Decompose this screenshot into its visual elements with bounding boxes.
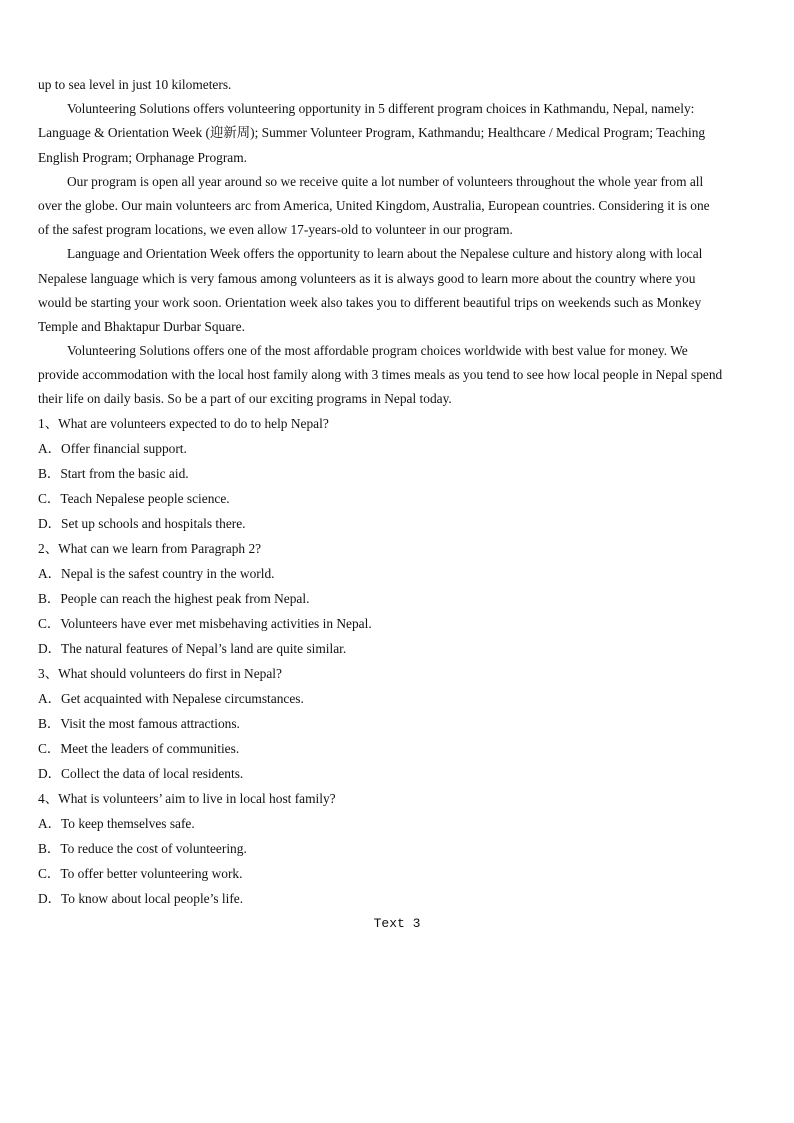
answer-option: B．People can reach the highest peak from Nepal. [38,591,310,607]
answer-option: C．Volunteers have ever met misbehaving activities in Nepal. [38,616,372,632]
paragraph-line: Language & Orientation Week (迎新周); Summer Volunteer Program, Kathmandu; Healthcare / Medical Program; Teaching [38,125,706,141]
paragraph-line: Our program is open all year around so we receive quite a lot number of volunteers throughout the whole year from all [67,173,704,189]
answer-option: C．To offer better volunteering work. [38,866,243,882]
section-heading: Text 3 [373,916,421,931]
paragraph-line: up to sea level in just 10 kilometers. [38,77,232,92]
answer-option: A．Offer financial support. [38,441,187,457]
question-1 [38,414,758,539]
paragraph-line: of the safest program locations, we even allow 17-years-old to volunteer in our program. [38,222,513,238]
paragraph-line: Volunteering Solutions offers volunteering opportunity in 5 different program choices in Kathmandu, Nepal, namely: [67,101,695,117]
question-3 [38,664,758,789]
paragraph-line: would be starting your work soon. Orientation week also takes you to different beautiful trips on weekends such as Monkey [38,294,702,310]
question-stem: 3、What should volunteers do first in Nepal? [38,666,282,682]
answer-option: D．To know about local people’s life. [38,891,244,907]
question-stem: 2、What can we learn from Paragraph 2? [38,541,262,557]
answer-option: D．Set up schools and hospitals there. [38,516,246,532]
paragraph-line: Nepalese language which is very famous among volunteers as it is always good to learn more about the country where you [38,270,696,286]
answer-option: B．Visit the most famous attractions. [38,716,240,732]
document-body [38,75,758,914]
paragraph-line: over the globe. Our main volunteers arc from America, United Kingdom, Australia, European countries. Considering it is one [38,197,710,213]
question-4 [38,789,758,914]
question-stem: 4、What is volunteers’ aim to live in local host family? [38,791,336,807]
paragraph-line: English Program; Orphanage Program. [38,149,247,165]
paragraph-line: Language and Orientation Week offers the opportunity to learn about the Nepalese culture and history along with local [67,246,703,262]
answer-option: A．Get acquainted with Nepalese circumstances. [38,691,304,707]
paragraph-line: Temple and Bhaktapur Durbar Square. [38,318,245,334]
answer-option: B．To reduce the cost of volunteering. [38,841,247,857]
answer-option: D．The natural features of Nepal’s land are quite similar. [38,641,347,657]
question-stem: 1、What are volunteers expected to do to help Nepal? [38,416,329,432]
passage [38,75,758,414]
paragraph-line: their life on daily basis. So be a part of our exciting programs in Nepal today. [38,391,452,407]
paragraph-line: Volunteering Solutions offers one of the most affordable program choices worldwide with best value for money. We [67,343,688,359]
answer-option: B．Start from the basic aid. [38,466,189,482]
questions [38,414,758,914]
paragraph-line: provide accommodation with the local host family along with 3 times meals as you tend to see how local people in Nepal spend [38,367,723,383]
answer-option: A．Nepal is the safest country in the world. [38,566,275,582]
answer-option: A．To keep themselves safe. [38,816,195,832]
answer-option: D．Collect the data of local residents. [38,766,244,782]
answer-option: C．Meet the leaders of communities. [38,741,240,757]
question-2 [38,539,758,664]
answer-option: C．Teach Nepalese people science. [38,491,230,507]
